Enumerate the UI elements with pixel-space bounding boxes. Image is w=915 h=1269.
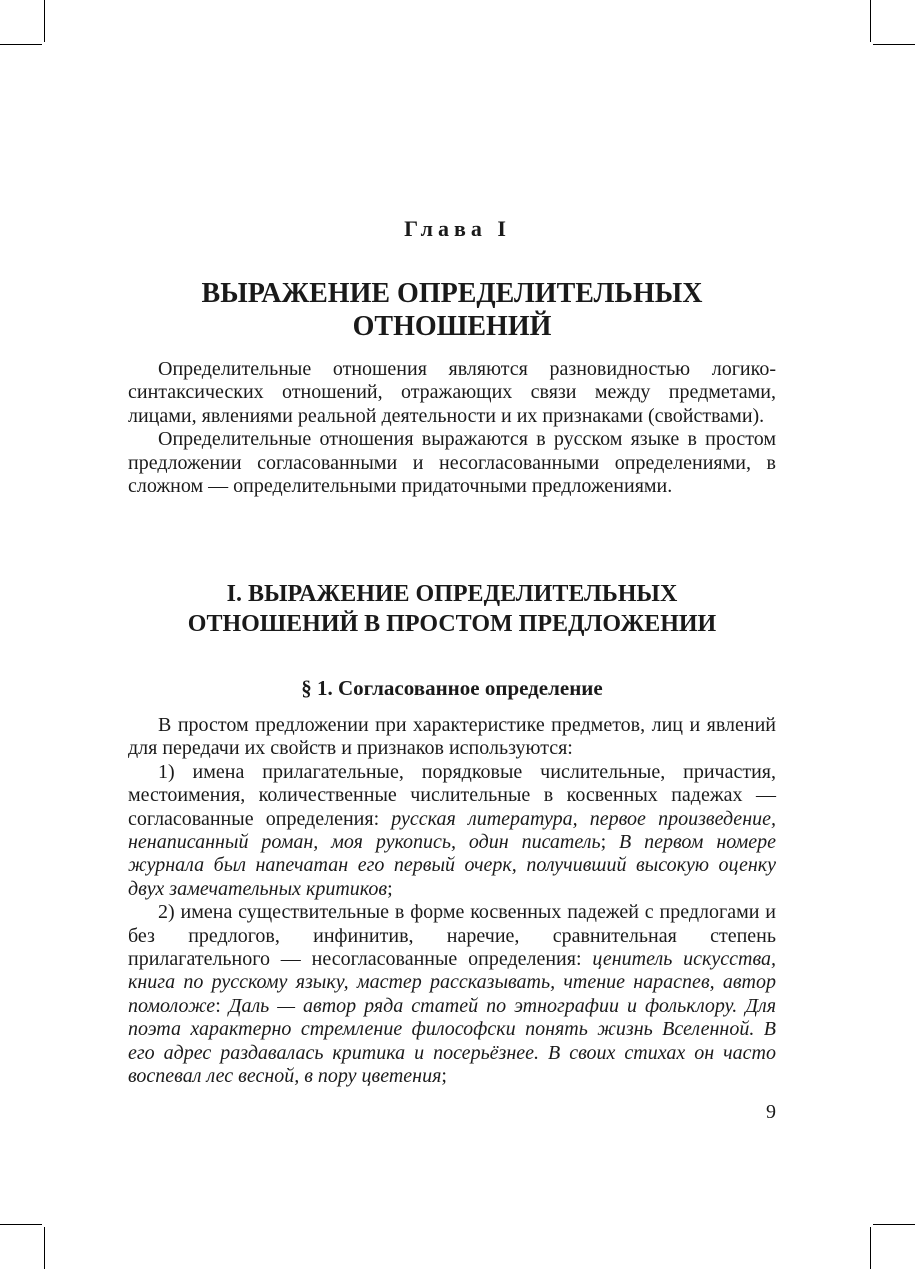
example-text: русская литература, первое произведение, ненаписанный роман, моя рукопись, один писатель bbox=[128, 807, 776, 854]
intro-paragraph: Определительные отношения выражаются в русском языке в простом предложении согласованными и несогласованными определениями, в сложном — определительными придаточными предложениями. bbox=[128, 428, 776, 498]
lead-paragraph: В простом предложении при характеристике предметов, лиц и явлений для передачи их свойств и признаков используются: bbox=[128, 714, 776, 760]
section-title bbox=[128, 579, 776, 639]
crop-mark bbox=[870, 0, 871, 42]
section-title-line: I. ВЫРАЖЕНИЕ ОПРЕДЕЛИТЕЛЬНЫХ bbox=[226, 581, 678, 607]
crop-mark bbox=[873, 1224, 915, 1225]
crop-mark bbox=[44, 0, 45, 42]
intro-text bbox=[128, 358, 776, 498]
example-text: В первом номере журнала был напечатан его первый очерк, получивший высокую оценку двух замечательных критиков bbox=[128, 831, 776, 900]
example-text: Даль — автор ряда статей по этнографии и фольклору. Для поэта характерно стремление философски понять жизнь Вселенной. В его адрес раздавалась критика и посерьёзнее. В своих стихах он часто воспевал лес весной, в пору цветения bbox=[128, 994, 776, 1088]
separator: ; bbox=[600, 831, 620, 854]
item-text: 1) имена прилагательные, порядковые числительные, причастия, местоимения, количественные числительные в косвенных падежах — согласованные определения: bbox=[128, 760, 776, 830]
item-text: 2) имена существительные в форме косвенных падежей с предлогами и без предлогов, инфинитив, наречие, сравнительная степень прилагательного — несогласованные определения: bbox=[128, 901, 776, 971]
page-number: 9 bbox=[766, 1101, 776, 1123]
separator: ; bbox=[387, 877, 393, 900]
list-item bbox=[128, 761, 776, 901]
crop-mark bbox=[0, 1224, 42, 1225]
main-text bbox=[128, 714, 776, 1089]
crop-mark bbox=[44, 1227, 45, 1269]
crop-mark bbox=[870, 1227, 871, 1269]
chapter-label: Глава I bbox=[404, 216, 511, 241]
crop-mark bbox=[0, 44, 42, 45]
intro-paragraph: Определительные отношения являются разновидностью логико-синтаксических отношений, отражающих связи между предметами, лицами, явлениями реальной деятельности и их признаками (свойствами). bbox=[128, 358, 776, 427]
paragraph-title: § 1. Согласованное определение bbox=[301, 676, 603, 700]
section-title-line: ОТНОШЕНИЙ В ПРОСТОМ ПРЕДЛОЖЕНИИ bbox=[187, 611, 717, 637]
chapter-title bbox=[128, 277, 776, 343]
chapter-title-line: ВЫРАЖЕНИЕ ОПРЕДЕЛИТЕЛЬНЫХ bbox=[201, 278, 703, 309]
separator: : bbox=[215, 994, 229, 1017]
crop-mark bbox=[873, 44, 915, 45]
chapter-title-line: ОТНОШЕНИЙ bbox=[352, 311, 552, 342]
separator: ; bbox=[441, 1065, 447, 1088]
list-item bbox=[128, 901, 776, 1088]
example-text: ценитель искусства, книга по русскому языку, мастер рассказывать, чтение нараспев, автор помоложе bbox=[128, 948, 776, 1017]
